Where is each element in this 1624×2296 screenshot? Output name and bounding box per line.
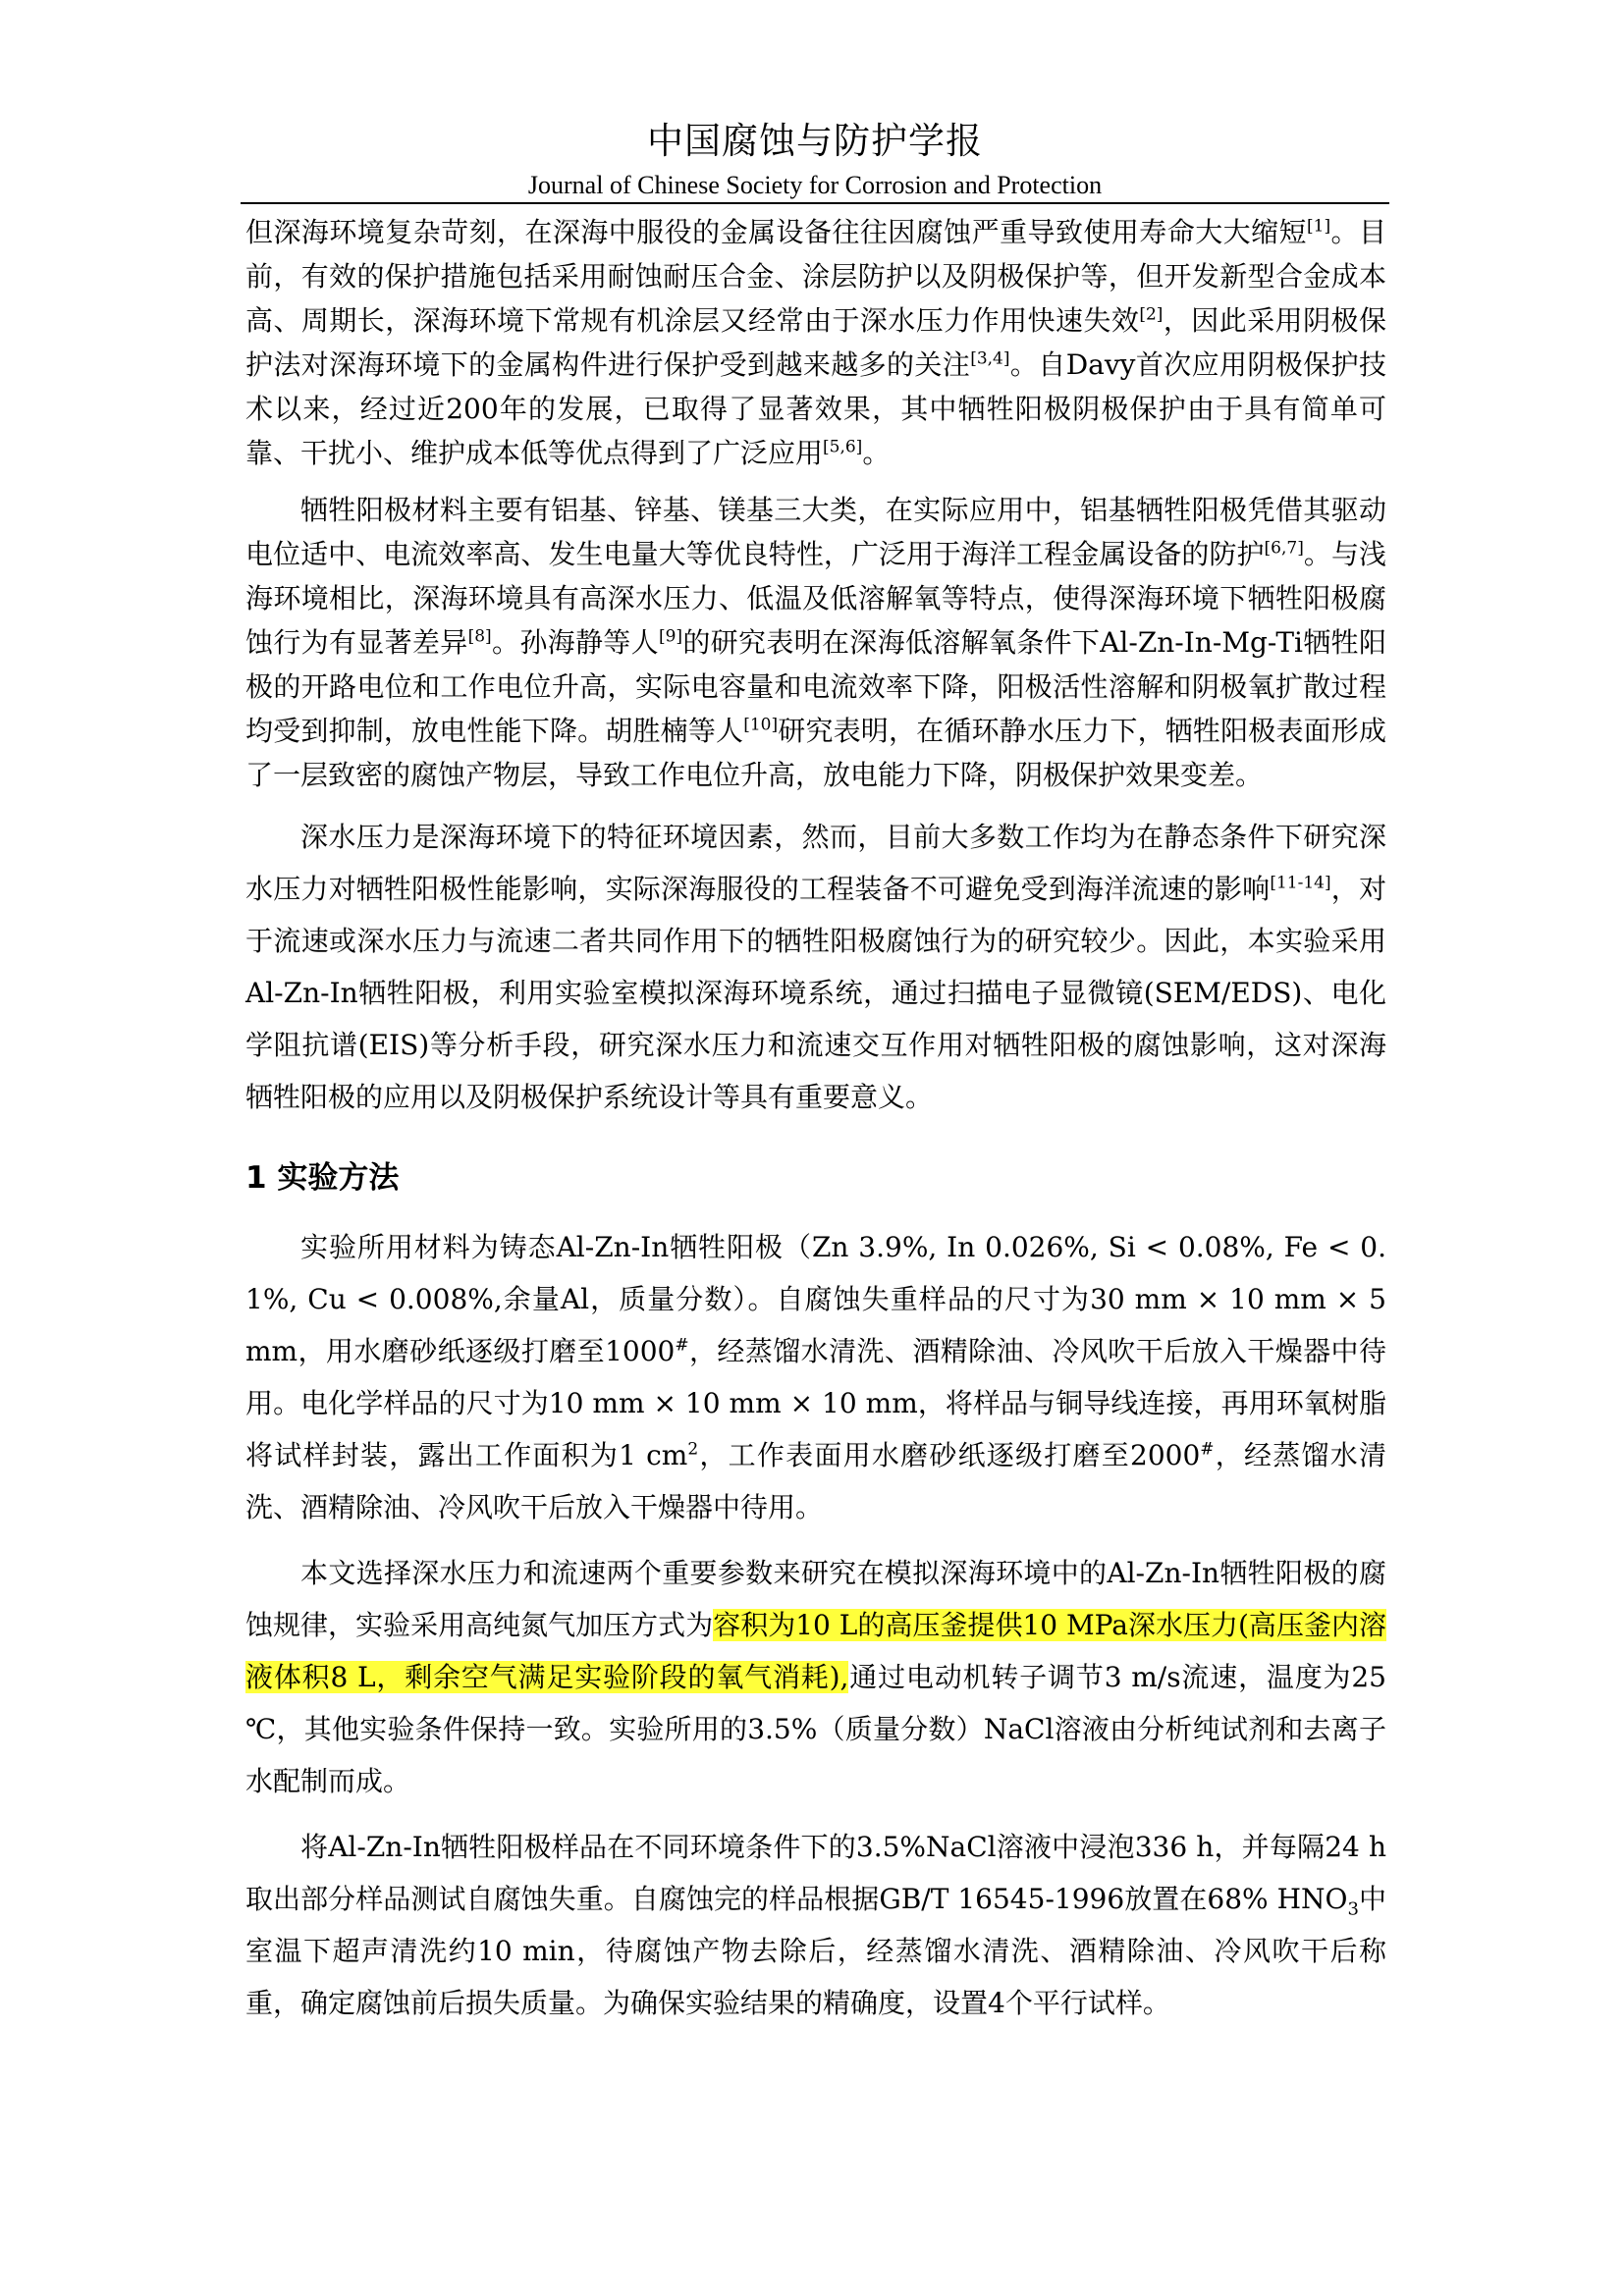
paragraph-intro-continued: 但深海环境复杂苛刻，在深海中服役的金属设备往往因腐蚀严重导致使用寿命大大缩短[1]。目前，有效的保护措施包括采用耐蚀耐压合金、涂层防护以及阴极保护等，但开发新型合金成本高、周期长，深海环境下常规有机涂层又经常由于深水压力作用快速失效[2]，因此采用阴极保护法对深海环境下的金属构件进行保护受到越来越多的关注[3,4]。自Davy首次应用阴极保护技术以来，经过近200年的发展，已取得了显著效果，其中牺牲阳极阴极保护由于具有简单可靠、干扰小、维护成本低等优点得到了广泛应用[5,6]。 (245, 216, 1386, 469)
running-header (241, 116, 1389, 202)
section-heading: 1 实验方法 (245, 1160, 400, 1196)
paragraph-weight-loss-test: 将Al-Zn-In牺牲阳极样品在不同环境条件下的3.5%NaCl溶液中浸泡336 h，并每隔24 h取出部分样品测试自腐蚀失重。自腐蚀完的样品根据GB/T 16545-1996放置在68% $HNO_3$中室温下超声清洗约10 min，待腐蚀产物去除后，经蒸馏水清洗、酒精除油、冷风吹干后称重，确定腐蚀前后损失质量。为确保实验结果的精确度，设置4个平行试样。 (245, 1831, 1386, 2019)
journal-title-en: Journal of Chinese Society for Corrosion and Protection (527, 171, 1103, 199)
citation[interactable]: [6,7] (1264, 538, 1304, 559)
paragraph-anode-materials: 牺牲阳极材料主要有铝基、锌基、镁基三大类，在实际应用中，铝基牺牲阳极凭借其驱动电位适中、电流效率高、发生电量大等优良特性，广泛用于海洋工程金属设备的防护[6,7]。与浅海环境相比，深海环境具有高深水压力、低温及低溶解氧等特点，使得深海环境下牺牲阳极腐蚀行为有显著差异[8]。孙海静等人[9]的研究表明在深海低溶解氧条件下Al-Zn-In-Mg-Ti牺牲阳极的开路电位和工作电位升高，实际电容量和电流效率下降，阳极活性溶解和阴极氧扩散过程均受到抑制，放电性能下降。胡胜楠等人[10]研究表明，在循环静水压力下，牺牲阳极表面形成了一层致密的腐蚀产物层，导致工作电位升高，放电能力下降，阴极保护效果变差。 (245, 494, 1386, 791)
citation[interactable]: [10] (743, 715, 779, 735)
citation[interactable]: [1] (1307, 216, 1331, 237)
article-body (245, 210, 1386, 2029)
highlighted-text: 容积为10 L的高压釜提供10 MPa深水压力(高压釜内溶液体积8 L，剩余空气满足实验阶段的氧气消耗), (245, 1609, 1386, 1693)
paragraph-materials: 实验所用材料为铸态Al-Zn-In牺牲阳极（Zn 3.9%, In 0.026%, Si < 0.08%, Fe < 0.1%, Cu < 0.008%,余量Al，质量分数）。自腐蚀失重样品的尺寸为30 mm × 10 mm × 5 mm，用水磨砂纸逐级打磨至1000#，经蒸馏水清洗、酒精除油、冷风吹干后放入干燥器中待用。电化学样品的尺寸为10 mm × 10 mm × 10 mm，将样品与铜导线连接，再用环氧树脂将试样封装，露出工作面积为1 $cm^2$，工作表面用水磨砂纸逐级打磨至2000#，经蒸馏水清洗、酒精除油、冷风吹干后放入干燥器中待用。 (245, 1231, 1386, 1523)
citation[interactable]: [2] (1139, 304, 1164, 325)
citation[interactable]: [8] (467, 626, 492, 647)
citation[interactable]: [11-14] (1270, 873, 1331, 893)
journal-title-cn: 中国腐蚀与防护学报 (647, 120, 983, 162)
header-rule (241, 202, 1389, 204)
citation[interactable]: [5,6] (823, 437, 863, 457)
paragraph-research-motivation: 深水压力是深海环境下的特征环境因素，然而，目前大多数工作均为在静态条件下研究深水压力对牺牲阳极性能影响，实际深海服役的工程装备不可避免受到海洋流速的影响[11-14]，对于流速或深水压力与流速二者共同作用下的牺牲阳极腐蚀行为的研究较少。因此，本实验采用Al-Zn-In牺牲阳极，利用实验室模拟深海环境系统，通过扫描电子显微镜(SEM/EDS)、电化学阻抗谱(EIS)等分析手段，研究深水压力和流速交互作用对牺牲阳极的腐蚀影响，这对深海牺牲阳极的应用以及阴极保护系统设计等具有重要意义。 (245, 821, 1386, 1113)
citation[interactable]: [3,4] (970, 348, 1010, 369)
citation[interactable]: [9] (658, 626, 683, 647)
paragraph-experiment-conditions: 本文选择深水压力和流速两个重要参数来研究在模拟深海环境中的Al-Zn-In牺牲阳极的腐蚀规律，实验采用高纯氮气加压方式为容积为10 L的高压釜提供10 MPa深水压力(高压釜内溶液体积8 L，剩余空气满足实验阶段的氧气消耗),通过电动机转子调节3 m/s流速，温度为25 ℃，其他实验条件保持一致。实验所用的3.5%（质量分数）NaCl溶液由分析纯试剂和去离子水配制而成。 (245, 1557, 1386, 1797)
